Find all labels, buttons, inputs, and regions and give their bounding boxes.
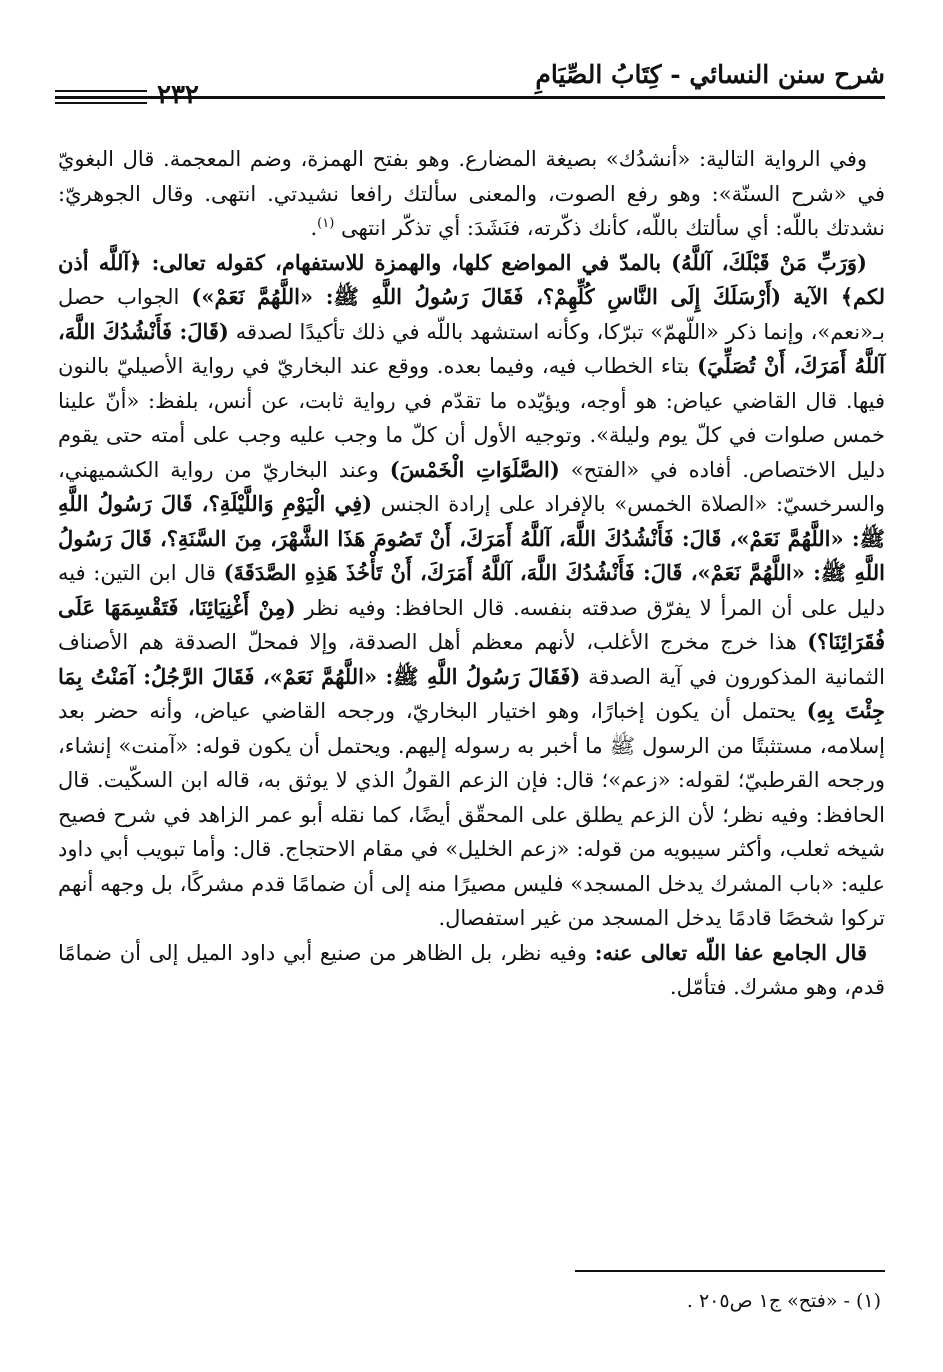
quoted-hadith-d: (قَالَ: فَأَنْشُدُكَ اللَّهَ، آللَّهُ أَمَرَكَ، أَنْ تُصَلِّيَ) (58, 318, 885, 378)
quoted-hadith-a: (وَرَبِّ مَنْ قَبْلَكَ، آللَّهُ) بالمدّ في المواضع كلها، والهمزة للاستفهام، كقوله تعالى: ﴿آللَّه أذن لكم﴾ الآية (58, 249, 885, 309)
commentary-c: الجواب حصل بـ«نعم»، وإنما ذكر «اللّهمّ» تبرّكا، وكأنه استشهد باللّه في ذلك تأكيدًا لصدقه (58, 285, 885, 344)
footnote-rule (575, 1270, 885, 1272)
page-number: ٢٣٢ (157, 80, 199, 110)
quoted-hadith-j: (مِنْ أَغْنِيَائِنَا، فَتَقْسِمَهَا عَلَى فُقَرَائِنَا؟) (58, 594, 885, 654)
main-text (58, 142, 885, 1005)
commentary-k: هذا خرج مخرج الأغلب، لأنهم معظم أهل الصدقة، وإلا فمحلّ الصدقة هم الأصناف الثمانية المذكورون في آية الصدقة (58, 630, 885, 689)
commentary-g: وعند البخاريّ من رواية الكشميهني، والسرخسيّ: «الصلاة الخمس» بالإفراد على إرادة الجنس (58, 457, 885, 516)
compiler-note-text: وفيه نظر، بل الظاهر من صنيع أبي داود الميل إلى أن ضمامًا قدم، وهو مشرك. فتأمّل. (58, 940, 885, 999)
page-number-block (55, 82, 415, 112)
paragraph-1-text: وفي الرواية التالية: «أنشدُك» بصيغة المضارع. وهو بفتح الهمزة، وضم المعجمة. قال البغويّ في «شرح السنّة»: وهو رفع الصوت، والمعنى سألتك رافعا نشيدتي. انتهى. وقال الجوهريّ: نشدتك باللّه: أي سألتك باللّه، كأنك ذكّرته، فنَشَدَ: أي تذكّر انتهى (58, 147, 885, 240)
quoted-hadith-f: (الصَّلَوَاتِ الْخَمْسَ) (389, 456, 560, 482)
quoted-hadith-b: (أَرْسَلَكَ إِلَى النَّاسِ كُلِّهِمْ؟، فَقَالَ رَسُولُ اللَّهِ ﷺ: «اللَّهُمَّ نَعَمْ») (191, 284, 782, 309)
quoted-hadith-h: (فِي الْيَوْمِ وَاللَّيْلَةِ؟، قَالَ رَسُولُ اللَّهِ ﷺ: «اللَّهُمَّ نَعَمْ»، قَالَ: فَأَنْشُدُكَ اللَّهَ، آللَّهُ أَمَرَكَ، أَنْ تَصُومَ هَذَا الشَّهْرَ، مِنَ السَّنَةِ؟، قَالَ رَسُولُ اللَّهِ ﷺ: «اللَّهُمَّ نَعَمْ»، قَالَ: فَأَنْشُدُكَ اللَّهَ، آللَّهُ أَمَرَكَ، أَنْ تَأْخُذَ هَذِهِ الصَّدَقَةَ) (58, 491, 885, 585)
commentary-e: بتاء الخطاب فيه، وفيما بعده. ووقع عند البخاريّ في رواية الأصيليّ بالنون فيها. قال القاضي عياض: هو أوجه، ويؤيّده ما تقدّم في رواية ثابت، عن أنس، بلفظ: «أنّ علينا خمس صلوات في كلّ يوم وليلة». وتوجيه الأول أن كلّ ما وجب عليه وجب على أمته حتى يقوم دليل الاختصاص. أفاده في «الفتح» (58, 354, 885, 482)
commentary-i: قال ابن التين: فيه دليل على أن المرأ لا يفرّق صدقته بنفسه. قال الحافظ: وفيه نظر (58, 561, 885, 620)
footnote-1: (١) - «فتح» ج١ ص٢٠٥ . (686, 1290, 881, 1312)
page-number-rules (55, 90, 147, 104)
compiler-note-label: قال الجامع عفا اللّه تعالى عنه: (594, 939, 867, 965)
commentary-m: يحتمل أن يكون إخبارًا، وهو اختيار البخاريّ، ورجحه القاضي عياض، وأنه حضر بعد إسلامه، مستثبتًا من الرسول ﷺ ما أخبر به رسوله إليهم. ويحتمل أن يكون قوله: «آمنت» إنشاء، ورجحه القرطبيّ؛ لقوله: «زعم»؛ قال: فإن الزعم القولُ الذي لا يوثق به، قاله ابن السكّيت. قال الحافظ: وفيه نظر؛ لأن الزعم يطلق على المحقّق أيضًا، كما نقله أبو عمر الزاهد في شرح فصيح شيخه ثعلب، وأكثر سيبويه من قوله: «زعم الخليل» في مقام الاحتجاج. قال: وأما تبويب أبي داود عليه: «باب المشرك يدخل المسجد» فليس مصيرًا منه إلى أن ضمامًا قدم مشركًا، بل وجهه أنهم تركوا شخصًا قادمًا يدخل المسجد من غير استفصال. (58, 699, 885, 930)
footnote-ref-1: (١) (317, 216, 335, 231)
paragraph-2 (58, 246, 885, 936)
paragraph-3 (58, 936, 885, 1005)
paragraph-1-end: . (310, 216, 318, 240)
quoted-hadith-l: (فَقَالَ رَسُولُ اللَّهِ ﷺ: «اللَّهُمَّ نَعَمْ»، فَقَالَ الرَّجُلُ: آمَنْتُ بِمَا جِئْتَ بِهِ) (58, 663, 886, 723)
running-title: شرح سنن النسائي - كِتَابُ الصِّيَامِ (535, 60, 885, 89)
paragraph-1 (58, 142, 885, 246)
